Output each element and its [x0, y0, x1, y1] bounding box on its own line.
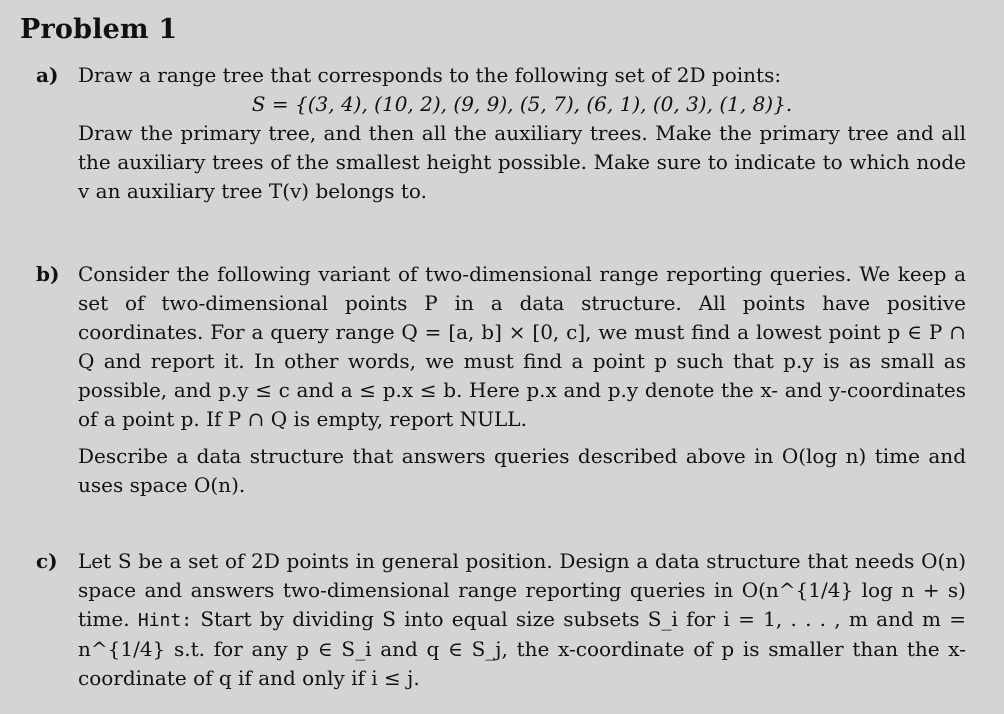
part-c-intro: Let S be a set of 2D points in general position. Design a data structure that needs O(n) space and answers two-dimensional range reporting queries in O(n^{1/4} log n + s) time. — [78, 549, 966, 631]
part-a-text: Draw the primary tree, and then all the auxiliary trees. Make the primary tree and all the auxiliary trees of the smallest height possible. Make sure to indicate to which node v an auxiliary tree T(v) belongs to. — [78, 121, 966, 203]
part-b — [36, 260, 966, 500]
part-a-label: a) — [36, 63, 59, 87]
part-b-text2: Describe a data structure that answers queries described above in O(log n) time and uses space O(n). — [78, 444, 966, 497]
part-b-label: b) — [36, 262, 60, 286]
part-a — [36, 61, 966, 206]
part-c — [36, 547, 966, 693]
problem-title: Problem 1 — [20, 14, 178, 45]
part-a-formula: S = {(3, 4), (10, 2), (9, 9), (5, 7), (6, 1), (0, 3), (1, 8)}. — [251, 92, 793, 116]
part-a-intro: Draw a range tree that corresponds to the following set of 2D points: — [78, 63, 782, 87]
hint-text: Start by dividing S into equal size subsets S_i for i = 1, . . . , m and m = n^{1/4} s.t. for any p ∈ S_i and q ∈ S_j, the x-coordinate of p is smaller than the x-coordinate of q if and only if i ≤ j. — [78, 607, 966, 690]
part-c-label: c) — [36, 549, 58, 573]
part-c-text — [78, 547, 966, 693]
hint-label: Hint: — [137, 610, 193, 631]
part-b-text: Consider the following variant of two-dimensional range reporting queries. We keep a set of two-dimensional points P in a data structure. All points have positive coordinates. For a query range Q = [a, b] × [0, c], we must find a lowest point p ∈ P ∩ Q and report it. In other words, we must find a point p such that p.y is as small as possible, and p.y ≤ c and a ≤ p.x ≤ b. Here p.x and p.y denote the x- and y-coordinates of a point p. If P ∩ Q is empty, report NULL. — [78, 262, 966, 431]
